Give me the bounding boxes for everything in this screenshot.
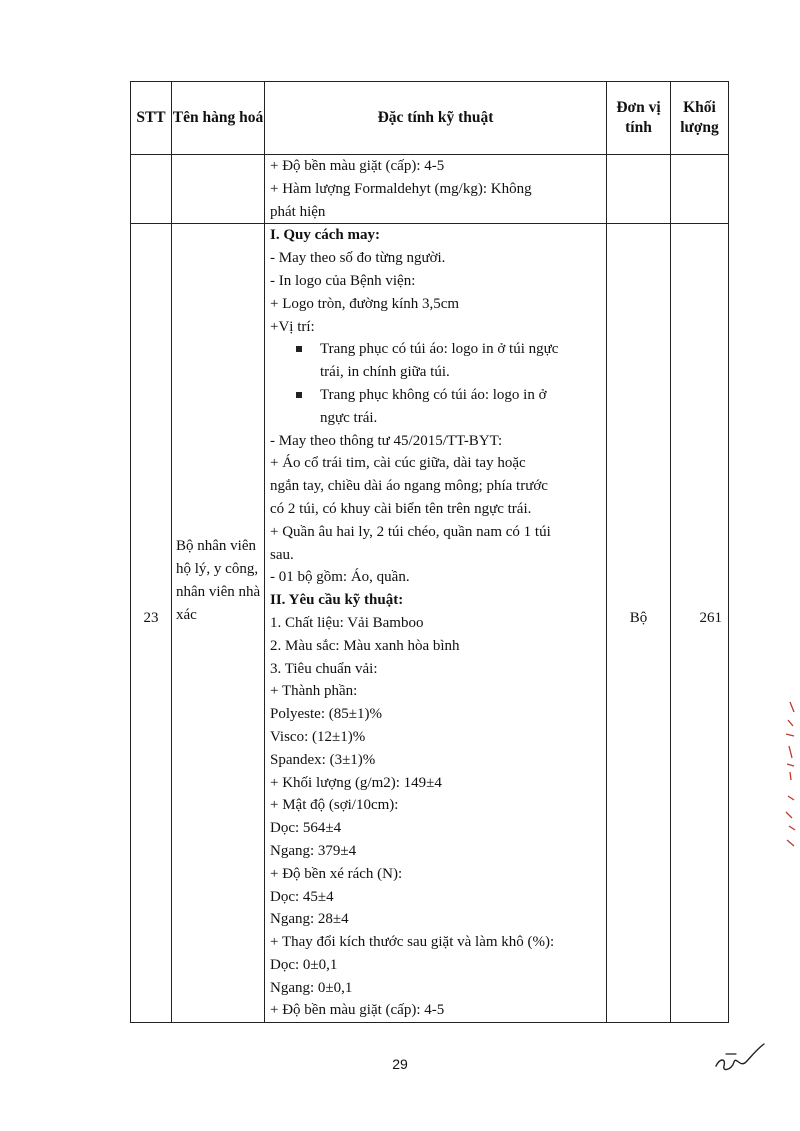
spec-line: 2. Màu sắc: Màu xanh hòa bình [270, 637, 460, 654]
spec-line: + Thành phần: [270, 683, 358, 700]
cont-qty-cell [671, 155, 729, 224]
spec-line: + Thay đổi kích thước sau giặt và làm khô (%): [270, 934, 555, 951]
continuation-row [131, 155, 729, 224]
spec-line: - In logo của Bệnh viện: [270, 272, 416, 289]
spec-line: Ngang: 379±4 [270, 842, 357, 859]
item-unit-cell [607, 224, 671, 1023]
item-row [131, 224, 729, 1023]
section-heading: I. Quy cách may: [270, 227, 380, 244]
spec-line: + Mật độ (sợi/10cm): [270, 797, 399, 814]
spec-line: + Hàm lượng Formaldehyt (mg/kg): Không [270, 180, 532, 197]
spec-line: + Độ bền màu giặt (cấp): 4-5 [270, 158, 445, 174]
spec-line: sau. [270, 546, 294, 563]
item-qty-cell [671, 224, 729, 1023]
spec-line: Dọc: 564±4 [270, 820, 342, 837]
spec-line: + Quần âu hai ly, 2 túi chéo, quần nam có 1 túi [270, 523, 551, 540]
bullet-item [270, 384, 602, 430]
bullet-line: ngực trái. [320, 409, 378, 426]
spec-line: Ngang: 28±4 [270, 911, 349, 928]
bullet-square-icon [296, 392, 302, 398]
bullet-square-icon [296, 346, 302, 352]
spec-line: 1. Chất liệu: Vải Bamboo [270, 614, 424, 631]
item-unit: Bộ [629, 609, 648, 626]
spec-line: + Độ bền màu giặt (cấp): 4-5 [270, 1002, 445, 1019]
spec-line: - 01 bộ gồm: Áo, quần. [270, 569, 410, 586]
spec-line: +Vị trí: [270, 318, 315, 335]
bullet-item [270, 338, 602, 384]
item-stt: 23 [143, 609, 159, 626]
spec-table [130, 81, 729, 1023]
spec-line: Dọc: 0±0,1 [270, 956, 338, 973]
initials-signature-icon [712, 1036, 768, 1076]
bullet-line: Trang phục không có túi áo: logo in ở [320, 386, 547, 403]
bullet-line: trái, in chính giữa túi. [320, 364, 450, 381]
spec-line: Ngang: 0±0,1 [270, 979, 353, 996]
item-stt-cell [131, 224, 172, 1023]
cont-stt-cell [131, 155, 172, 224]
red-stamp-edge-icon [782, 700, 798, 850]
spec-line: + Áo cổ trái tim, cài cúc giữa, dài tay hoặc [270, 455, 526, 472]
spec-line: + Logo tròn, đường kính 3,5cm [270, 295, 460, 312]
spec-line: - May theo thông tư 45/2015/TT-BYT: [270, 432, 503, 449]
spec-line: Visco: (12±1)% [270, 728, 366, 745]
spec-line: + Khối lượng (g/m2): 149±4 [270, 774, 442, 791]
header-stt: STT [131, 82, 172, 155]
item-name: Bộ nhân viên hộ lý, y công, nhân viên nhà xác [176, 538, 261, 623]
cont-unit-cell [607, 155, 671, 224]
spec-line: có 2 túi, có khuy cài biển tên trên ngực trái. [270, 500, 532, 517]
header-spec: Đặc tính kỹ thuật [265, 82, 607, 155]
item-spec-cell [265, 224, 607, 1023]
item-name-cell [172, 224, 265, 1023]
bullet-line: Trang phục có túi áo: logo in ở túi ngực [320, 341, 559, 358]
spec-line: ngắn tay, chiều dài áo ngang mông; phía trước [270, 478, 548, 495]
spec-line: + Độ bền xé rách (N): [270, 865, 403, 882]
spec-line: Spandex: (3±1)% [270, 751, 376, 768]
cont-spec-cell [265, 155, 607, 224]
header-row [131, 82, 729, 155]
header-unit: Đơn vị tính [607, 82, 671, 155]
spec-line: phát hiện [270, 203, 326, 220]
spec-line: Polyeste: (85±1)% [270, 706, 382, 723]
spec-line: 3. Tiêu chuẩn vải: [270, 660, 378, 677]
item-qty: 261 [699, 609, 722, 626]
header-qty: Khối lượng [671, 82, 729, 155]
spec-line: Dọc: 45±4 [270, 888, 334, 905]
cont-name-cell [172, 155, 265, 224]
header-name: Tên hàng hoá [172, 82, 265, 155]
section-heading: II. Yêu cầu kỹ thuật: [270, 592, 404, 609]
page-number: 29 [392, 1056, 408, 1072]
spec-line: - May theo số đo từng người. [270, 250, 446, 267]
